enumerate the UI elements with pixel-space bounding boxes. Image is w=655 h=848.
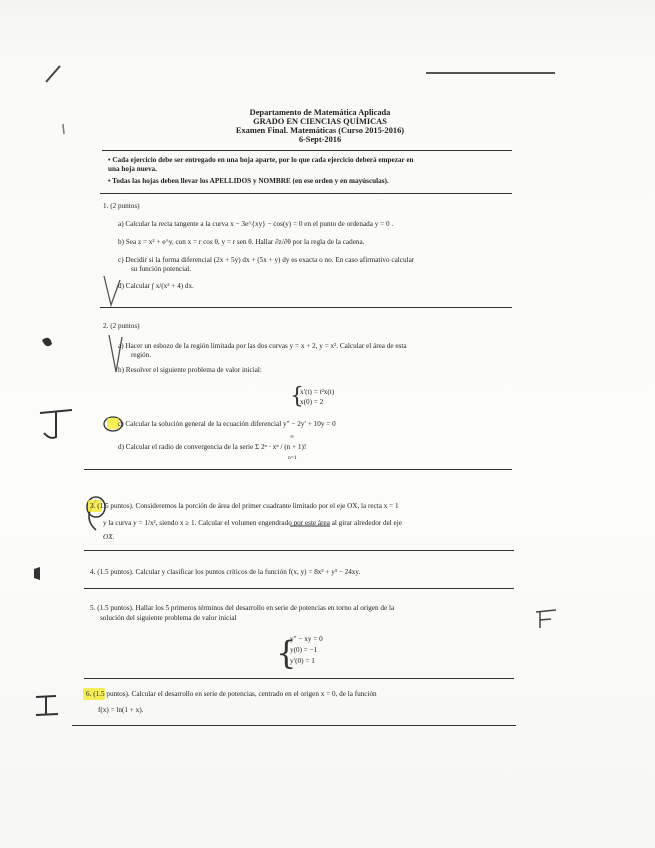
pencil-stroke-top-left (46, 66, 60, 82)
ink-blot-left (42, 338, 52, 347)
q6-l2: f(x) = ln(1 + x). (98, 706, 144, 714)
header-exam: Examen Final. Matemáticas (Curso 2015-2016) (235, 126, 405, 135)
divider (100, 307, 512, 308)
q4-l1: 4. (1.5 puntos). Calcular y clasificar los puntos críticos de la función f(x, y) = 8x³ + y³ − 24xy. (90, 568, 361, 576)
q1-c1: c) Decidir si la forma diferencial (2x + 5y) dx + (5x + y) dy es exacta o no. En caso afirmativo calcular (118, 256, 415, 264)
divider (102, 150, 512, 151)
ink-blot-left-2 (34, 567, 40, 580)
q5-l2: solución del siguiente problema de valor inicial (100, 614, 237, 622)
q5-sys3: y′(0) = 1 (290, 657, 315, 665)
header-date: 6-Sept-2016 (298, 135, 342, 144)
q2-c: c) Calcular la solución general de la ecuación diferencial y″ − 2y′ + 10y = 0 (118, 420, 336, 428)
sum-lower-limit: n=1 (288, 455, 297, 461)
divider (84, 550, 514, 551)
q2-sys1: x′(t) = t²x(t) (300, 388, 335, 396)
q5-l1: 5. (1.5 puntos). Hallar los 5 primeros términos del desarrollo en serie de potencias en torno al origen de la (90, 604, 395, 612)
instruction-2: • Todas las hojas deben llevar los APELLIDOS y NOMBRE (en ese orden y en mayúsculas). (108, 177, 389, 185)
divider (84, 678, 514, 679)
header-dept: Departamento de Matemática Aplicada (249, 108, 391, 117)
q5-sys2: y(0) = −1 (290, 646, 318, 654)
divider (100, 193, 512, 194)
sum-upper-limit: ∞ (290, 434, 294, 440)
divider (84, 469, 512, 470)
divider (72, 725, 516, 726)
handwritten-i-mark (36, 696, 58, 715)
q3-l2: y la curva y = 1/x², siendo x ≥ 1. Calcular el volumen engendrado por este área al girar alrededor del eje (103, 519, 402, 527)
system-brace-q2: { (290, 384, 304, 409)
q1-a: a) Calcular la recta tangente a la curva x − 3e^{xy} − cos(y) = 0 en el punto de ordenada y = 0 . (118, 220, 394, 228)
q1-d: d) Calcular ∫ x/(x² + 4) dx. (118, 282, 194, 290)
q2-title: 2. (2 puntos) (103, 322, 140, 330)
margin-mark (63, 124, 64, 134)
instruction-1a: • Cada ejercicio debe ser entregado en una hoja aparte, por lo que cada ejercicio deberá empezar en (108, 156, 414, 164)
q6-l1: 6. (1.5 puntos). Calcular el desarrollo en serie de potencias, centrado en el origen x = 0, de la función (86, 690, 377, 698)
q2-a2: región. (131, 351, 152, 359)
q1-b: b) Sea z = x² + e^y, con x = r cos θ, y = r sen θ. Hallar ∂z/∂θ por la regla de la cadena. (118, 238, 365, 246)
q3-l3: OX. (103, 533, 115, 541)
q2-b: b) Resolver el siguiente problema de valor inicial: (118, 366, 262, 374)
q2-d: d) Calcular el radio de convergencia de la serie Σ 2ⁿ · xⁿ / (n + 1)! (118, 443, 307, 451)
q2-sys2: x(0) = 2 (300, 398, 324, 406)
q5-sys1: y″ − xy = 0 (290, 635, 323, 643)
q1-c2: su función potencial. (131, 265, 192, 273)
q3-l1: 3. (1.5 puntos). Consideremos la porción de área del primer cuadrante limitado por el eje OX, la recta x = 1 (90, 502, 399, 510)
instruction-1b: una hoja nueva. (108, 165, 157, 173)
q1-title: 1. (2 puntos) (103, 202, 140, 210)
handwritten-t-mark (40, 410, 72, 438)
divider (84, 588, 514, 589)
q2-a1: a) Hacer un esbozo de la región limitada por las dos curvas y = x + 2, y = x². Calcular el área de esta (118, 342, 407, 350)
system-brace-q5: { (276, 634, 297, 672)
header-degree: GRADO EN CIENCIAS QUÍMICAS (253, 117, 387, 126)
handwritten-f-mark (536, 610, 556, 628)
